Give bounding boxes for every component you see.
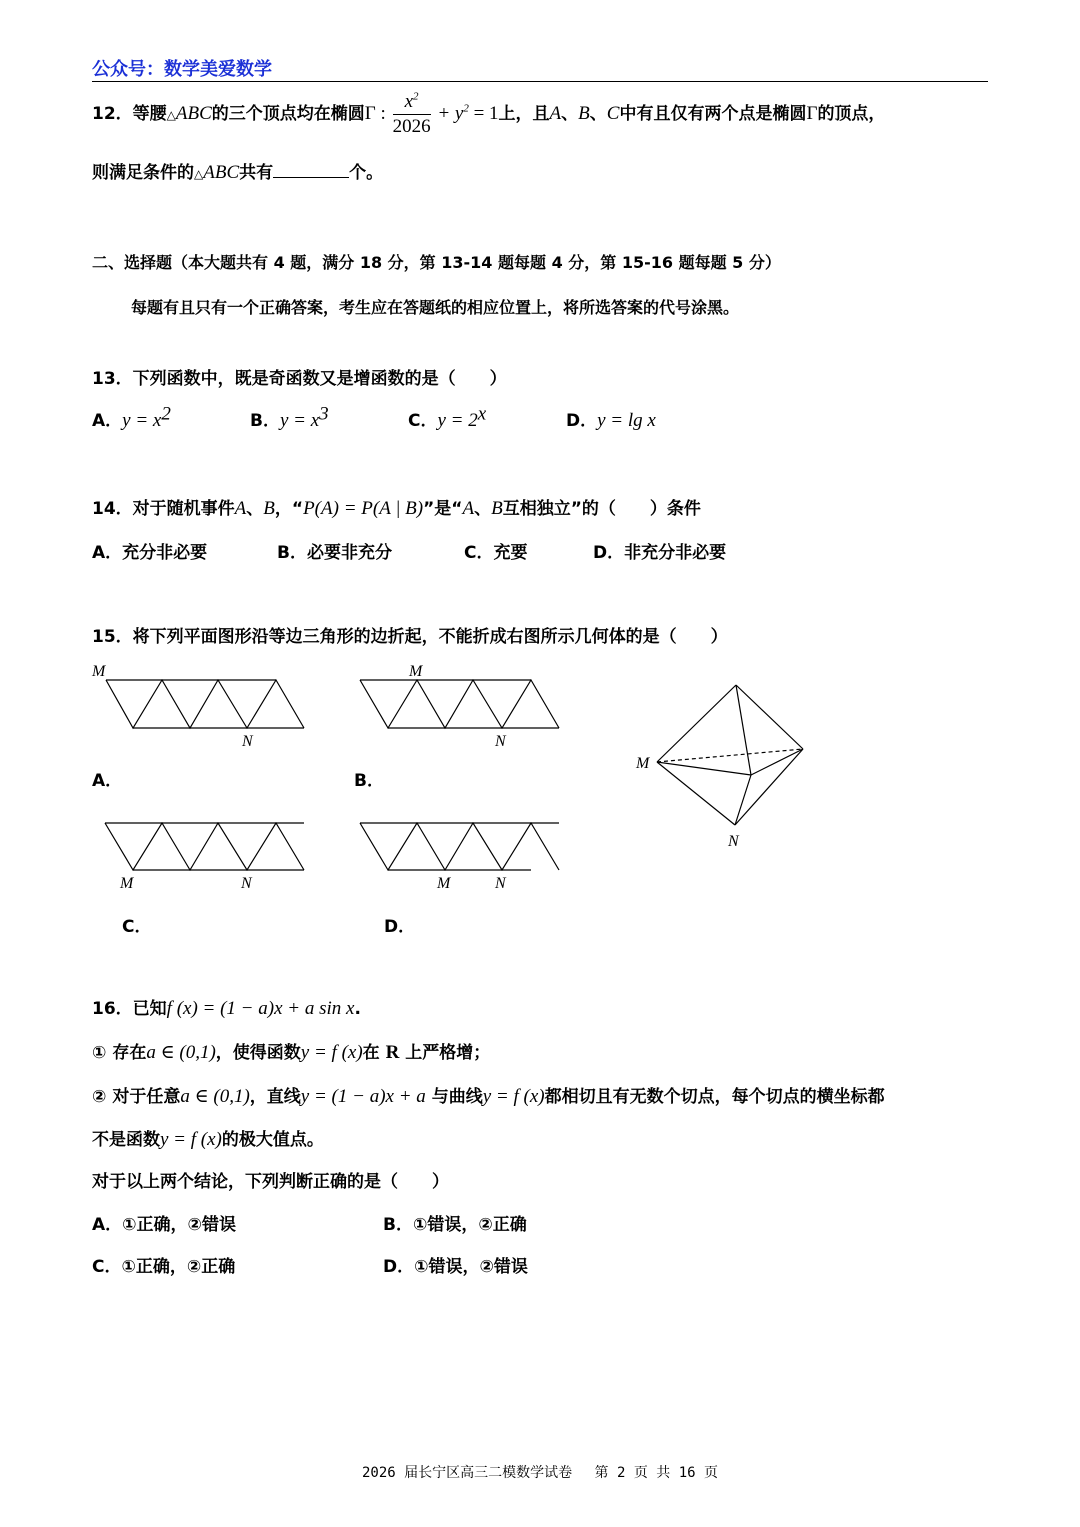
function-definition: f (x) = (1 − a)x + a sin x bbox=[166, 998, 355, 1019]
section-instruction: 每题有且只有一个正确答案，考生应在答题纸的相应位置上，将所选答案的代号涂黑。 bbox=[131, 298, 740, 317]
vertex-c: C bbox=[606, 103, 620, 124]
triangle-abc: ABC bbox=[175, 103, 212, 124]
label-m: M bbox=[120, 875, 134, 892]
octahedron-figure bbox=[630, 675, 820, 855]
question-text: 的顶点， bbox=[817, 104, 886, 124]
colon: : bbox=[375, 103, 391, 124]
question-text: 等腰 bbox=[132, 104, 167, 124]
gamma-symbol: Γ bbox=[806, 103, 818, 124]
conclusion-2-line-2: 不是函数y = f (x)的极大值点。 bbox=[92, 1129, 324, 1150]
label-m: M bbox=[636, 755, 650, 772]
label-n: N bbox=[495, 875, 506, 892]
fraction-numerator: x bbox=[404, 90, 414, 112]
conclusion-1: ① 存在a ∈ (0,1)，使得函数y = f (x)在 R 上严格增； bbox=[92, 1042, 491, 1063]
question-text: 中有且仅有两个点是椭圆 bbox=[619, 104, 807, 124]
exponent: 2 bbox=[463, 102, 469, 115]
q15-option-d[interactable]: D． bbox=[384, 917, 416, 937]
question-number: 12． bbox=[92, 104, 133, 124]
net-figure-d bbox=[345, 810, 575, 900]
label-m: M bbox=[437, 875, 451, 892]
q16-option-b[interactable]: B．①错误，②正确 bbox=[383, 1215, 527, 1235]
label-n: N bbox=[495, 733, 506, 750]
question-16-stem: 16．已知f (x) = (1 − a)x + a sin x. bbox=[92, 998, 361, 1019]
q15-option-b[interactable]: B． bbox=[354, 771, 384, 791]
triangle-symbol: △ bbox=[194, 167, 204, 181]
triangle-abc: ABC bbox=[203, 162, 240, 183]
q16-option-a[interactable]: A．①正确，②错误 bbox=[92, 1215, 236, 1235]
label-m: M bbox=[409, 663, 423, 680]
net-figure-b bbox=[345, 660, 575, 755]
question-text: 则满足条件的 bbox=[92, 163, 194, 183]
vertex-a: A bbox=[549, 103, 562, 124]
fraction-denominator: 2026 bbox=[392, 115, 431, 137]
gamma-symbol: Γ bbox=[364, 103, 376, 124]
probability-formula: P(A) = P(A | B) bbox=[303, 498, 424, 519]
separator: 、 bbox=[589, 104, 607, 124]
vertex-b: B bbox=[578, 103, 590, 124]
conclusion-2-line-1: ② 对于任意a ∈ (0,1)，直线y = (1 − a)x + a 与曲线y = f (x)都相切且有无数个切点，每个切点的横坐标都 bbox=[92, 1086, 885, 1107]
q15-option-c[interactable]: C． bbox=[122, 917, 152, 937]
ellipse-fraction bbox=[393, 91, 431, 138]
q14-option-d[interactable]: D．非充分非必要 bbox=[593, 543, 727, 563]
answer-blank[interactable] bbox=[273, 163, 349, 178]
page-footer: 2026 届长宁区高三二模数学试卷 第 2 页 共 16 页 bbox=[361, 1465, 718, 1481]
header-label: 公众号：数学美爱数学 bbox=[92, 59, 272, 80]
question-13-stem: 13．下列函数中，既是奇函数又是增函数的是（ ） bbox=[92, 369, 507, 389]
q13-option-d[interactable]: D．y = lg x bbox=[566, 410, 656, 431]
question-text: 的三个顶点均在椭圆 bbox=[211, 104, 365, 124]
q14-option-b[interactable]: B．必要非充分 bbox=[277, 543, 392, 563]
triangle-symbol: △ bbox=[166, 108, 176, 122]
question-text: 上，且 bbox=[498, 104, 550, 124]
question-text: 个。 bbox=[349, 163, 384, 183]
label-n: N bbox=[241, 875, 252, 892]
q14-option-c[interactable]: C．充要 bbox=[464, 543, 528, 563]
header-divider bbox=[92, 81, 988, 82]
section-title: 二、选择题（本大题共有 4 题，满分 18 分，第 13-14 题每题 4 分，第 15-16 题每题 5 分） bbox=[92, 253, 781, 272]
q16-option-c[interactable]: C．①正确，②正确 bbox=[92, 1257, 236, 1277]
q16-option-d[interactable]: D．①错误，②错误 bbox=[383, 1257, 528, 1277]
question-15-stem: 15．将下列平面图形沿等边三角形的边折起，不能折成右图所示几何体的是（ ） bbox=[92, 627, 728, 647]
label-m: M bbox=[92, 663, 106, 680]
net-figure-a bbox=[90, 660, 320, 755]
net-figure-c bbox=[90, 810, 320, 900]
ellipse-rhs: = 1 bbox=[468, 103, 499, 124]
q14-option-a[interactable]: A．充分非必要 bbox=[92, 543, 208, 563]
separator: 、 bbox=[561, 104, 579, 124]
q13-option-a[interactable]: A．$y = x^2$ bbox=[92, 403, 171, 431]
q15-option-a[interactable]: A． bbox=[92, 771, 123, 791]
ellipse-y-term: + $y^2$ bbox=[432, 102, 469, 124]
exponent: 2 bbox=[413, 90, 419, 103]
q13-option-c[interactable]: C．$y = 2^x$ bbox=[408, 403, 487, 431]
question-16-prompt: 对于以上两个结论，下列判断正确的是（ ） bbox=[92, 1172, 449, 1192]
question-12-line-1 bbox=[92, 88, 885, 141]
question-text: 共有 bbox=[239, 163, 274, 183]
label-n: N bbox=[728, 833, 739, 850]
q13-option-b[interactable]: B．$y = x^3$ bbox=[250, 403, 329, 431]
question-14-stem: 14．对于随机事件A、B，“P(A) = P(A | B)”是“A、B互相独立”的（ ）条件 bbox=[92, 498, 701, 519]
label-n: N bbox=[242, 733, 253, 750]
question-12-line-2 bbox=[92, 158, 383, 184]
